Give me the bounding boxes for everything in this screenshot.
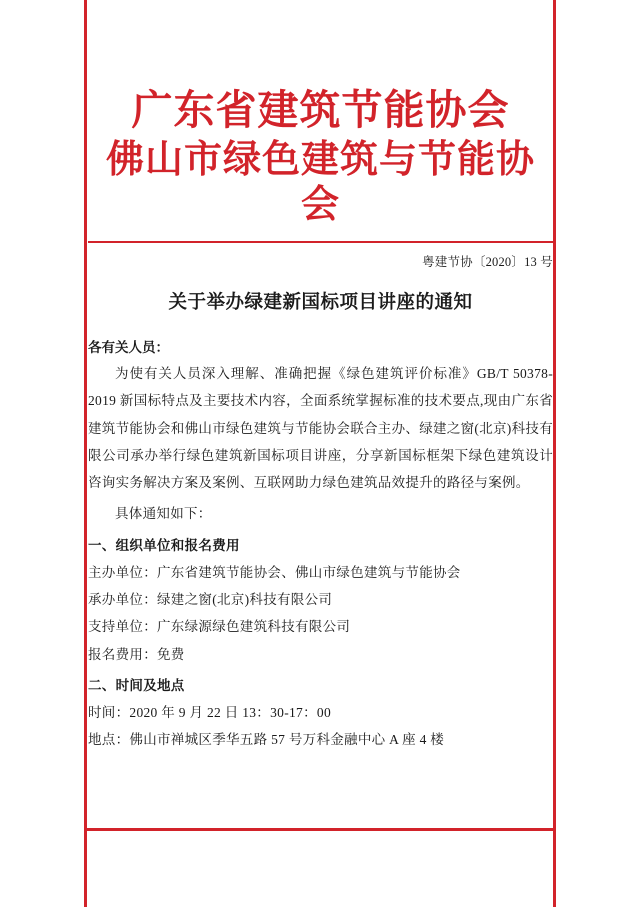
masthead-line-1: 广东省建筑节能协会 [131, 87, 510, 133]
left-red-rule [84, 0, 87, 907]
masthead-divider [88, 241, 553, 243]
document-content [88, 0, 553, 907]
body-paragraph: 具体通知如下： [115, 506, 212, 522]
masthead [88, 0, 553, 228]
body-paragraph: 为使有关人员深入理解、准确把握《绿色建筑评价标准》GB/T 50378-2019 新国标特点及主要技术内容，全面系统掌握标准的技术要点,现由广东省建筑节能协会和佛山市绿色建筑与节能协会联合主办、绿建之窗(北京)科技有限公司承办举行绿色建筑新国标项目讲座，分享新国标框架下绿色建筑设计咨询实务解决方案及案例、互联网助力绿色建筑品效提升的路径与案例。 [88, 366, 553, 491]
detail-line: 报名费用：免费 [88, 646, 185, 662]
masthead-line-2: 佛山市绿色建筑与节能协会 [105, 139, 535, 227]
detail-line: 支持单位：广东绿源绿色建筑科技有限公司 [88, 619, 351, 635]
detail-line: 地点：佛山市禅城区季华五路 57 号万科金融中心 A 座 4 楼 [88, 732, 445, 748]
section-heading: 二、时间及地点 [88, 677, 185, 693]
document-number: 粤建节协〔2020〕13 号 [422, 255, 553, 270]
section-heading: 一、组织单位和报名费用 [88, 537, 240, 553]
right-red-rule [553, 0, 556, 907]
detail-line: 主办单位：广东省建筑节能协会、佛山市绿色建筑与节能协会 [88, 564, 461, 580]
bottom-red-rule [84, 828, 556, 831]
page-title: 关于举办绿建新国标项目讲座的通知 [168, 293, 473, 314]
salutation: 各有关人员： [88, 340, 169, 356]
detail-line: 承办单位：绿建之窗(北京)科技有限公司 [88, 592, 333, 608]
detail-line: 时间：2020 年 9 月 22 日 13：30-17：00 [88, 705, 331, 721]
